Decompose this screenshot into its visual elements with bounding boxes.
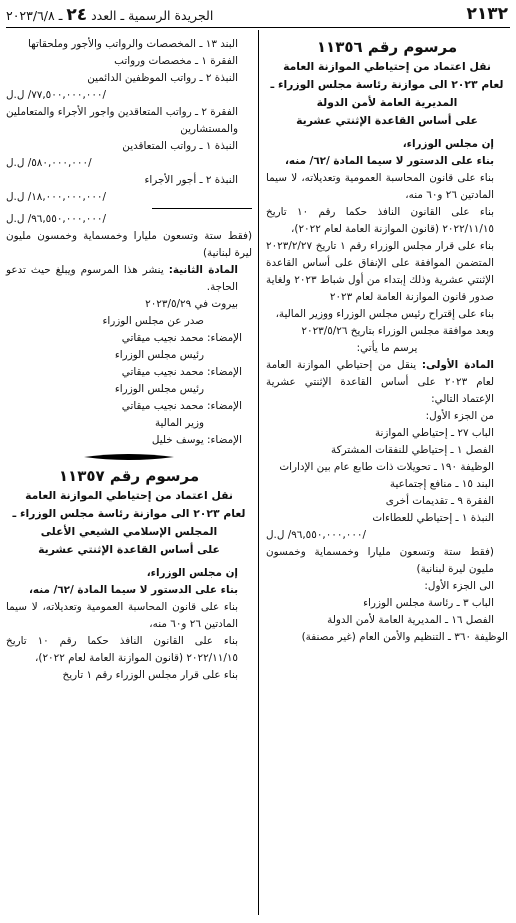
article-1 [266, 357, 508, 408]
to-section: الفصل ١٦ ـ المديرية العامة لأمن الدولة [327, 614, 494, 626]
page-header [6, 4, 508, 26]
cabinet-head-title: رئيس مجلس الوزراء [114, 383, 204, 395]
amount-3: /١٨,٠٠٠,٠٠٠,٠٠٠/ ل.ل [6, 191, 107, 203]
decree-2-constitution: بناء على الدستور لا سيما المادة /٦٢/ منه، [28, 584, 238, 596]
from-part: من الجزء الأول: [425, 410, 494, 422]
decree-2-subject-2: لعام ٢٠٢٣ الى موازنة رئاسة مجلس الوزراء ـ [12, 507, 246, 520]
preamble-proposal: بناء على إقتراح رئيس مجلس الوزراء ووزير المالية، [275, 308, 494, 320]
decree-2-cabinet-decision: بناء على قرار مجلس الوزراء رقم ١ تاريخ [62, 669, 238, 681]
total-in-words: (فقط ستة وتسعون مليارا وخمسماية وخمسون مليون ليرة لبنانية) [6, 230, 252, 259]
subsection-1-contractors: النبذة ١ ـ رواتب المتعاقدين [122, 140, 238, 152]
signature-label: الإمضاء: [207, 434, 242, 446]
subsection-2-permanent: النبذة ٢ ـ رواتب الموظفين الدائمين [87, 72, 238, 84]
to-part: الى الجزء الأول: [424, 580, 494, 592]
gazette-issue-line [6, 5, 213, 25]
signature-label: الإمضاء: [207, 400, 242, 412]
signature-name: محمد نجيب ميقاتي [121, 332, 204, 344]
decree-separator [6, 449, 252, 465]
column-divider [258, 30, 259, 915]
preamble-budget-law: بناء على القانون النافذ حكما رقم ١٠ تاريخ ٢٠٢٢/١١/١٥ (قانون الموازنة العامة لعام ٢٠٢٢)، [266, 206, 494, 235]
paragraph-9: الفقرة ٩ ـ تقديمات أخرى [385, 495, 494, 507]
decrees-line: يرسم ما يأتي: [356, 342, 418, 354]
finance-minister-name: يوسف خليل [151, 434, 204, 446]
transfer-amount: /٩٦,٥٥٠,٠٠٠,٠٠٠/ ل.ل [266, 529, 367, 541]
signature-label: الإمضاء: [207, 366, 242, 378]
preamble-constitution: بناء على الدستور لا سيما المادة /٦٢/ منه، [284, 155, 494, 167]
item-13: البند ١٣ ـ المخصصات والرواتب والأجور وملحقاتها [27, 38, 238, 50]
to-chapter: الباب ٣ ـ رئاسة مجلس الوزراء [363, 597, 494, 609]
issuer: إن مجلس الوزراء، [402, 138, 494, 150]
issue-number: ٢٤ [66, 5, 88, 25]
signature-label: الإمضاء: [207, 332, 242, 344]
decree-subject-2: لعام ٢٠٢٣ الى موازنة رئاسة مجلس الوزراء ـ [270, 78, 504, 91]
pm-title: رئيس مجلس الوزراء [114, 349, 204, 361]
signature-1 [6, 330, 252, 347]
signature-3 [6, 398, 252, 415]
signature-name: محمد نجيب ميقاتي [121, 366, 204, 378]
left-column [6, 36, 252, 684]
header-rule [6, 27, 510, 28]
article-2 [6, 262, 252, 296]
gazette-name: الجريدة الرسمية ـ العدد [91, 8, 214, 23]
from-chapter: الباب ٢٧ ـ إحتياطي الموازنة [374, 427, 494, 439]
place-date: بيروت في ٢٠٢٣/٥/٢٩ [145, 298, 238, 310]
amount-in-words: (فقط ستة وتسعون مليارا وخمسماية وخمسون مليون ليرة لبنانية) [266, 546, 494, 575]
amount-2: /٥٨٠,٠٠٠,٠٠٠/ ل.ل [6, 157, 92, 169]
subsection-1: النبذة ١ ـ إحتياطي للعطاءات [372, 512, 494, 524]
issued-by: صدر عن مجلس الوزراء [102, 315, 204, 327]
paragraph-2: الفقرة ٢ ـ رواتب المتعاقدين واجور الأجراء والمتعاملين والمستشارين [5, 106, 238, 135]
signature-2 [6, 364, 252, 381]
preamble-approval: وبعد موافقة مجلس الوزراء بتاريخ ٢٠٢٣/٥/٢٦ [301, 325, 494, 337]
from-section: الفصل ١ ـ إحتياطي للنفقات المشتركة [331, 444, 494, 456]
decree-subject-4: على أساس القاعدة الإثنتي عشرية [296, 114, 478, 127]
decree-subject-1: نقل اعتماد من إحتياطي الموازنة العامة [283, 60, 491, 73]
decree-2-issuer: إن مجلس الوزراء، [146, 567, 238, 579]
decree-title: مرسوم رقم ١١٣٥٦ [316, 38, 458, 56]
decree-2-subject-3: المجلس الإسلامي الشيعي الأعلى [40, 525, 218, 538]
signature-name: محمد نجيب ميقاتي [121, 400, 204, 412]
total-rule [152, 208, 252, 209]
preamble-accounting-law: بناء على قانون المحاسبة العمومية وتعديلاته، لا سيما المادتين ٢٦ و٦٠ منه، [266, 172, 494, 201]
from-function: الوظيفة ١٩٠ ـ تحويلات ذات طابع عام بين الإدارات [279, 461, 494, 473]
finance-minister-title: وزير المالية [154, 417, 204, 429]
total-amount: /٩٦,٥٥٠,٠٠٠,٠٠٠/ ل.ل [6, 213, 107, 225]
decree-2-title: مرسوم رقم ١١٣٥٧ [58, 467, 200, 485]
paragraph-1: الفقرة ١ ـ مخصصات ورواتب [114, 55, 238, 67]
page-number: ٢١٣٢ [466, 4, 508, 24]
decree-2-subject-4: على أساس القاعدة الإثنتي عشرية [38, 543, 220, 556]
subsection-2-wages: النبذة ٢ ـ أجور الأجراء [144, 174, 238, 186]
article-1-text: ينقل من إحتياطي الموازنة العامة لعام ٢٠٢٣ على أساس القاعدة الإثنتي عشرية الإعتماد التالي: [266, 359, 494, 405]
separator-ornament [84, 453, 174, 461]
decree-2-subject-1: نقل اعتماد من إحتياطي الموازنة العامة [25, 489, 233, 502]
decree-subject-3: المديرية العامة لأمن الدولة [316, 96, 458, 109]
to-function: الوظيفة ٣٦٠ ـ التنظيم والأمن العام (غير مصنفة) [301, 631, 508, 643]
article-1-label: المادة الأولى: [421, 359, 494, 371]
right-column [266, 36, 508, 646]
issue-date: ـ ٢٠٢٣/٦/٨ [6, 8, 63, 23]
article-2-text: ينشر هذا المرسوم ويبلغ حيث تدعو الحاجة. [6, 264, 238, 293]
preamble-cabinet-decision: بناء على قرار مجلس الوزراء رقم ١ تاريخ ٢٠٢٣/٢/٢٧ المتضمن الموافقة على الإنفاق على أساس القاعدة الإثنتي عشرية وذلك إبتداء من أول شباط ٢٠٢٣ ولغاية صدور قانون الموازنة العامة لعام ٢٠٢٣ [266, 240, 495, 303]
decree-2-budget-law: بناء على القانون النافذ حكما رقم ١٠ تاريخ ٢٠٢٢/١١/١٥ (قانون الموازنة العامة لعام ٢٠٢٢)، [6, 635, 238, 664]
amount-1: /٧٧,٥٠٠,٠٠٠,٠٠٠/ ل.ل [6, 89, 107, 101]
article-2-label: المادة الثانية: [168, 264, 238, 276]
item-15: البند ١٥ ـ منافع إجتماعية [389, 478, 494, 490]
signature-4 [6, 432, 252, 449]
decree-2-accounting-law: بناء على قانون المحاسبة العمومية وتعديلاته، لا سيما المادتين ٢٦ و٦٠ منه، [6, 601, 238, 630]
